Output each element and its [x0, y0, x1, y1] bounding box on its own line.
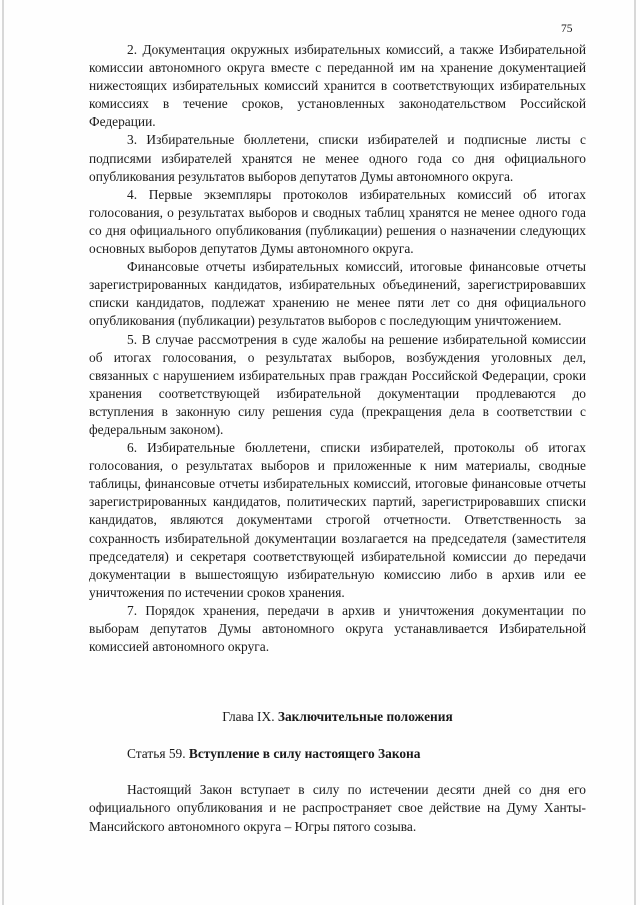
article-prefix: Статья 59. — [127, 746, 189, 761]
chapter-heading — [89, 708, 586, 726]
scan-right-edge — [634, 0, 636, 905]
paragraph-item-7: 7. Порядок хранения, передачи в архив и уничтожения документации по выборам депутатов Думы автономного округа устанавливается Избирательной комиссией автономного округа. — [89, 602, 586, 655]
paragraph-item-5: 5. В случае рассмотрения в суде жалобы на решение избирательной комиссии об итогах голосования, о результатах выборов, возбуждения уголовных дел, связанных с нарушением избирательных прав граждан Российской Федерации, сроки хранения соответствующей избирательной документации продлеваются до вступления в законную силу решения суда (прекращения дела в соответствии с федеральным законом). — [89, 331, 586, 437]
paragraph-item-4: 4. Первые экземпляры протоколов избирательных комиссий об итогах голосования, о результатах выборов и сводных таблиц хранятся не менее одного года со дня официального опубликования (публикации) решения о назначении следующих основных выборов депутатов Думы автономного округа. — [89, 186, 586, 257]
final-text — [89, 781, 586, 836]
paragraph-item-6: 6. Избирательные бюллетени, списки избирателей, протоколы об итогах голосования, о результатах выборов и приложенные к ним материалы, сводные таблицы, финансовые отчеты избирательных комиссий, итоговые финансовые отчеты зарегистрированных кандидатов, политических партий, зарегистрировавших списки кандидатов, являются документами строгой отчетности. Ответственность за сохранность избирательной документации возлагается на председателя (заместителя председателя) и секретаря соответствующей избирательной комиссии до передачи документации в вышестоящую избирательную комиссию либо в архив или ее уничтожения по истечении сроков хранения. — [89, 440, 586, 600]
page-number: 75 — [561, 23, 573, 35]
scan-left-edge — [2, 0, 4, 905]
chapter-title: Заключительные положения — [277, 709, 453, 724]
chapter-prefix: Глава IX. — [222, 709, 278, 724]
paragraph-item-3: 3. Избирательные бюллетени, списки избирателей и подписные листы с подписями избирателей хранятся не менее одного года со дня официального опубликования результатов выборов депутатов Думы автономного округа. — [89, 132, 586, 184]
article-heading — [127, 745, 420, 763]
body-text — [89, 41, 586, 656]
article-title: Вступление в силу настоящего Закона — [188, 746, 421, 761]
paragraph-financial-reports: Финансовые отчеты избирательных комиссий, итоговые финансовые отчеты зарегистрированных кандидатов, избирательных объединений, зарегистрировавших списки кандидатов, подлежат хранению не менее пяти лет со дня официального опубликования (публикации) результатов выборов с последующим уничтожением. — [89, 259, 586, 329]
paragraph-item-2: 2. Документация окружных избирательных комиссий, а также Избирательной комиссии автономного округа вместе с переданной им на хранение документацией нижестоящих избирательных комиссий хранится в соответствующих избирательных комиссиях в течение сроков, установленных законодательством Российской Федерации. — [89, 42, 586, 130]
final-paragraph: Настоящий Закон вступает в силу по истечении десяти дней со дня его официального опубликования и не распространяет свое действие на Думу Ханты-Мансийского автономного округа – Югры пятого созыва. — [89, 782, 586, 834]
